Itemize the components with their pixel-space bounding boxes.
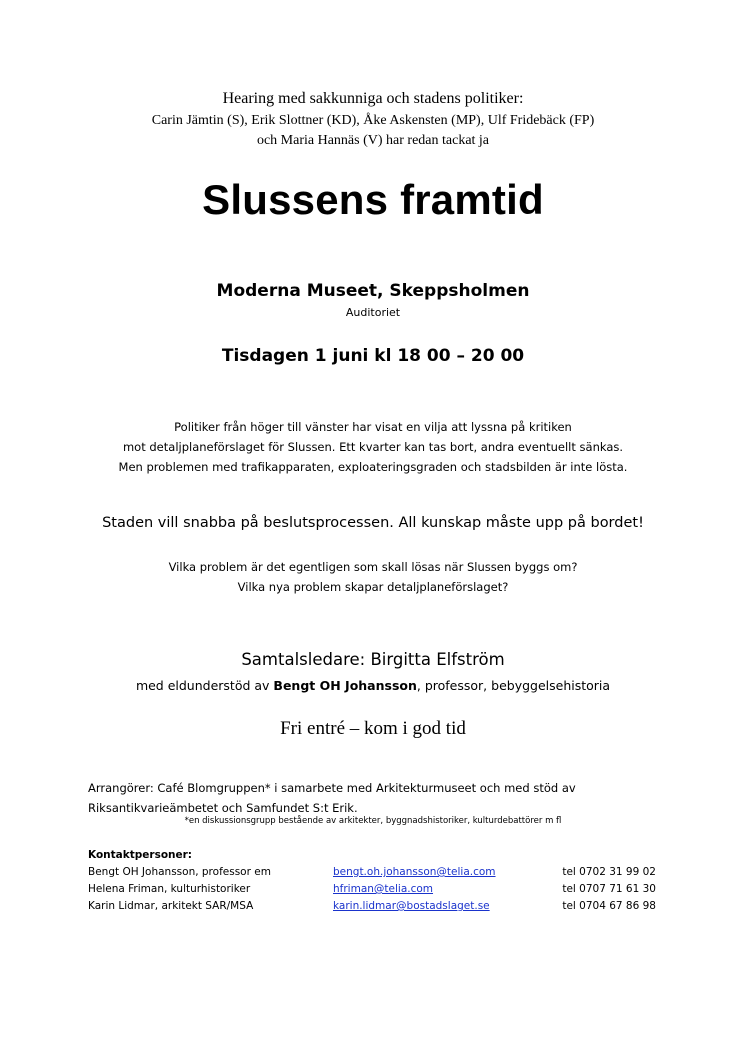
contact-email-link[interactable]: hfriman@telia.com: [333, 883, 434, 895]
contact-name: Karin Lidmar, arkitekt SAR/MSA: [88, 900, 254, 912]
contact-name: Helena Friman, kulturhistoriker: [88, 883, 251, 895]
contact-name: Bengt OH Johansson, professor em: [88, 866, 271, 878]
contact-phone: tel 0707 71 61 30: [562, 883, 656, 895]
event-date: Tisdagen 1 juni kl 18 00 – 20 00: [221, 346, 525, 366]
support-name: Bengt OH Johansson: [273, 678, 417, 693]
questions: [0, 557, 746, 597]
contact-phone: tel 0704 67 86 98: [562, 900, 656, 912]
venue-name: Moderna Museet, Skeppsholmen: [216, 281, 530, 301]
entry-note: Fri entré – kom i god tid: [280, 718, 466, 739]
moderator: Samtalsledare: Birgitta Elfström: [241, 650, 505, 669]
statement: Staden vill snabba på beslutsprocessen. All kunskap måste upp på bordet!: [102, 515, 644, 531]
organizers: [88, 778, 576, 818]
organizers-line: Arrangörer: Café Blomgruppen* i samarbete med Arkitekturmuseet och med stöd av: [88, 781, 576, 795]
intro-line: Men problemen med trafikapparaten, exploateringsgraden och stadsbilden är inte lösta.: [118, 460, 628, 474]
question-line: Vilka nya problem skapar detaljplaneförslaget?: [237, 580, 509, 594]
organizers-line: Riksantikvarieämbetet och Samfundet S:t Erik.: [88, 801, 358, 815]
support-suffix: , professor, bebyggelsehistoria: [416, 678, 611, 693]
question-line: Vilka problem är det egentligen som skall lösas när Slussen byggs om?: [168, 560, 578, 574]
intro-paragraph: [0, 417, 746, 477]
venue-room: Auditoriet: [345, 306, 401, 319]
contact-email-link[interactable]: karin.lidmar@bostadslaget.se: [333, 900, 490, 912]
footnote: *en diskussionsgrupp bestående av arkitekter, byggnadshistoriker, kulturdebattörer m fl: [184, 816, 562, 826]
contacts-heading: Kontaktpersoner:: [88, 849, 193, 861]
contact-email-link[interactable]: bengt.oh.johansson@telia.com: [333, 866, 496, 878]
participants-line-1: Carin Jämtin (S), Erik Slottner (KD), Åke Askensten (MP), Ulf Fridebäck (FP): [151, 113, 595, 128]
contact-phone: tel 0702 31 99 02: [562, 866, 656, 878]
intro-line: mot detaljplaneförslaget för Slussen. Ett kvarter kan tas bort, andra eventuellt sänkas.: [122, 440, 624, 454]
moderator-support: [0, 678, 746, 693]
page-title: Slussens framtid: [202, 176, 544, 223]
intro-line: Politiker från höger till vänster har visat en vilja att lyssna på kritiken: [174, 420, 572, 434]
participants-line-2: och Maria Hannäs (V) har redan tackat ja: [256, 133, 490, 148]
hearing-heading: Hearing med sakkunniga och stadens politiker:: [222, 90, 524, 107]
support-prefix: med eldunderstöd av: [135, 678, 274, 693]
